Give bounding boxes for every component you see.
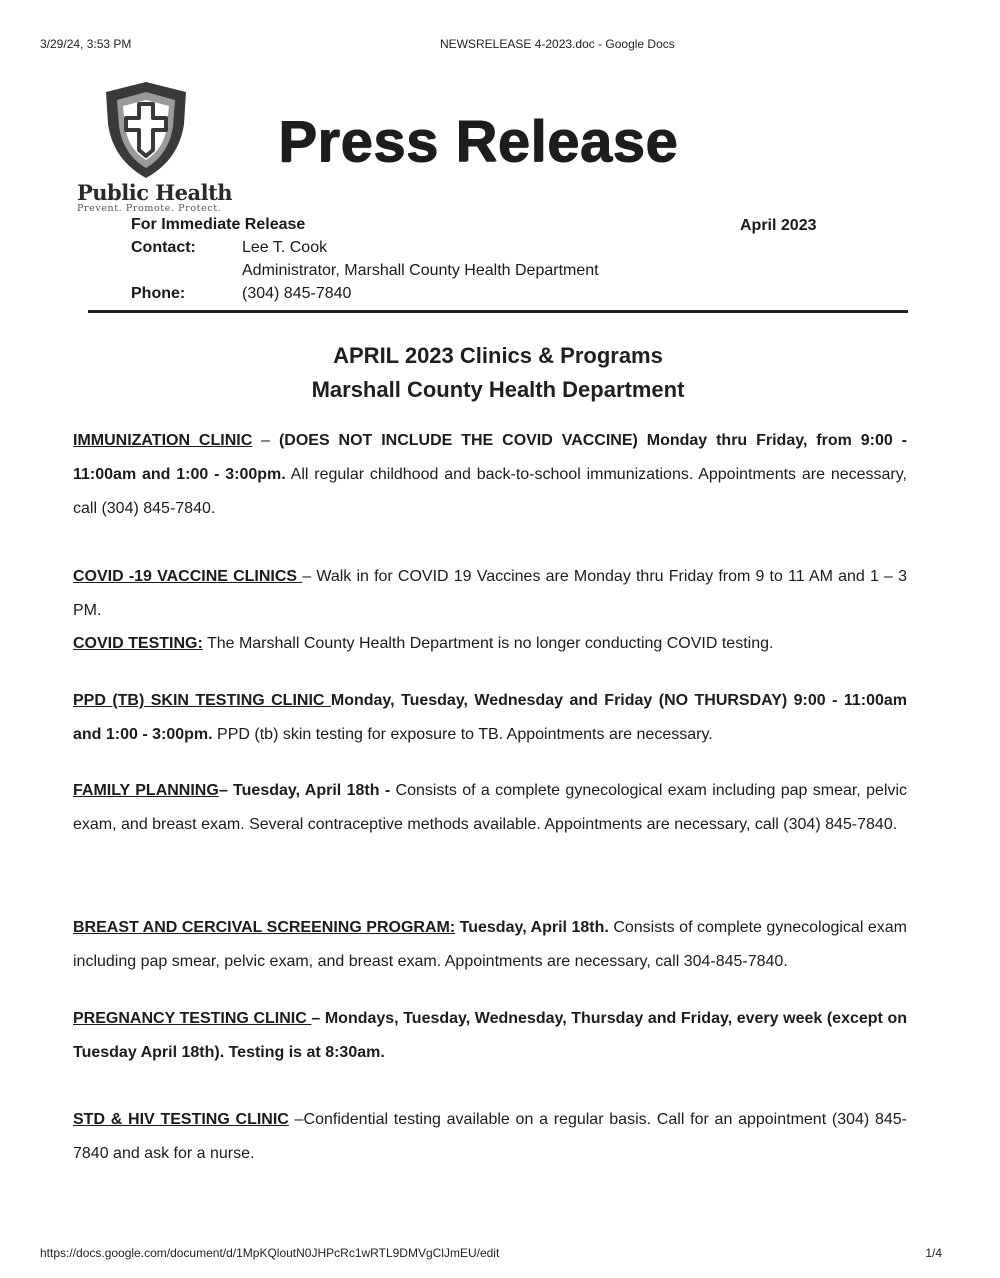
- section-heading: BREAST AND CERCIVAL SCREENING PROGRAM:: [73, 919, 456, 936]
- section-schedule: – Tuesday, April 18th -: [218, 782, 396, 799]
- press-release-title: Press Release: [278, 109, 678, 174]
- print-url: https://docs.google.com/document/d/1MpKQloutN0JHPcRc1wRTL9DMVgClJmEU/edit: [40, 1246, 500, 1260]
- document-title-line-1: APRIL 2023 Clinics & Programs: [333, 343, 663, 368]
- section-schedule: – Mondays, Tuesday, Wednesday, Thursday and Friday, every week (except on Tuesday April 18th). Testing is at 8:30am.: [73, 1010, 907, 1061]
- contact-name: Lee T. Cook: [242, 239, 328, 256]
- section-text: Consists of complete gynecological exam including pap smear, pelvic exam, and breast exam. Appointments are necessary, call 304-845-7840.: [73, 919, 908, 970]
- print-page-number: 1/4: [925, 1246, 942, 1260]
- ppd-section: [73, 684, 907, 752]
- section-schedule: Monday, Tuesday, Wednesday and Friday (NO THURSDAY) 9:00 - 11:00am and 1:00 - 3:00pm.: [73, 692, 908, 743]
- covid-testing-section: [73, 627, 907, 661]
- section-heading: PPD (TB) SKIN TESTING CLINIC: [73, 692, 331, 709]
- section-heading: FAMILY PLANNING: [73, 782, 219, 799]
- for-immediate-release: For Immediate Release: [131, 216, 306, 233]
- covid-vaccine-section: [73, 560, 907, 628]
- logo-tagline: Prevent. Promote. Protect.: [77, 203, 222, 214]
- phone-label: Phone:: [131, 285, 186, 302]
- document-title-line-2: Marshall County Health Department: [311, 377, 685, 402]
- release-date: April 2023: [740, 217, 817, 234]
- section-text: –Confidential testing available on a regular basis. Call for an appointment (304) 845-7840 and ask for a nurse.: [73, 1111, 908, 1162]
- section-dash: –: [252, 432, 279, 449]
- std-hiv-section: [73, 1103, 907, 1171]
- section-schedule: Tuesday, April 18th.: [455, 919, 609, 936]
- section-schedule: (DOES NOT INCLUDE THE COVID VACCINE) Monday thru Friday, from 9:00 - 11:00am and 1:00 - 3:00pm.: [73, 432, 908, 483]
- pregnancy-section: [73, 1002, 907, 1070]
- public-health-shield-cross-icon: [100, 80, 192, 180]
- section-text: Consists of a complete gynecological exam including pap smear, pelvic exam, and breast exam. Several contraceptive methods available. Appointments are necessary, call (304) 845-7840.: [73, 782, 908, 833]
- section-heading: STD & HIV TESTING CLINIC: [73, 1111, 289, 1128]
- section-text: PPD (tb) skin testing for exposure to TB. Appointments are necessary.: [212, 726, 713, 743]
- breast-cervical-section: [73, 911, 907, 979]
- section-heading: COVID TESTING:: [73, 635, 203, 652]
- section-text: – Walk in for COVID 19 Vaccines are Monday thru Friday from 9 to 11 AM and 1 – 3 PM.: [73, 568, 908, 619]
- public-health-logo-text: Public Health: [77, 180, 233, 205]
- print-footer: [40, 1246, 942, 1262]
- print-header: [40, 37, 942, 53]
- section-heading: COVID -19 VACCINE CLINICS: [73, 568, 303, 585]
- section-text: The Marshall County Health Department is no longer conducting COVID testing.: [202, 635, 774, 652]
- section-heading: IMMUNIZATION CLINIC: [73, 432, 253, 449]
- print-datetime: 3/29/24, 3:53 PM: [40, 37, 132, 51]
- contact-label: Contact:: [131, 239, 196, 256]
- family-planning-section: [73, 774, 907, 842]
- phone-number: (304) 845-7840: [242, 285, 352, 302]
- immunization-section: [73, 424, 907, 526]
- header-divider: [88, 310, 908, 313]
- section-heading: PREGNANCY TESTING CLINIC: [73, 1010, 312, 1027]
- print-doc-title: NEWSRELEASE 4-2023.doc - Google Docs: [440, 37, 675, 51]
- section-text: All regular childhood and back-to-school immunizations. Appointments are necessary, call (304) 845-7840.: [73, 466, 907, 517]
- contact-title: Administrator, Marshall County Health Department: [242, 262, 599, 279]
